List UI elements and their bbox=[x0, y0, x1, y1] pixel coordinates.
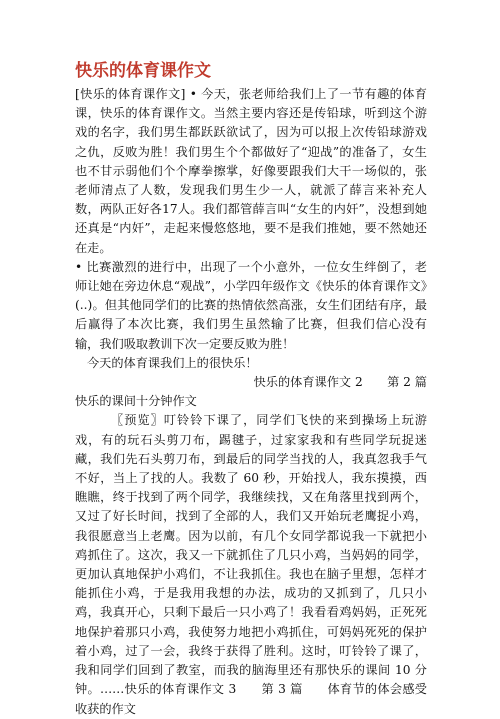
section2-subtitle: 快乐的课间十分钟作文 bbox=[75, 394, 197, 409]
essay1-paragraph-3: 今天的体育课我们上的很快乐！ bbox=[87, 355, 258, 370]
section2-header: 快乐的体育课作文 2 第 2 篇 bbox=[253, 375, 427, 390]
essay1-paragraph-2: • 比赛激烈的进行中，出现了一个小意外，一位女生绊倒了，老师让她在旁边休息“观战”，小学四年级作文《快乐的体育课作文》(..)。但其他同学们的比赛的热情依然高涨，女生们团结有序，最后赢得了本次比赛，我们男生虽然输了比赛，但我们信心没有输，我们吸取教训下次一定要反败为胜！ bbox=[75, 259, 427, 351]
document-page bbox=[75, 58, 427, 719]
essay1-paragraph-1: [快乐的体育课作文] • 今天，张老师给我们上了一节有趣的体育课，快乐的体育课作文。当然主要内容还是传铅球，听到这个游戏的名字，我们男生都跃跃欲试了，因为可以报上次传铅球游戏之仇，反败为胜！我们男生个个都做好了“迎战”的准备了，女生也不甘示弱他们个个摩拳擦掌，好像要跟我们大干一场似的，张老师清点了人数，发现我们男生少一人，就派了薛言来补充人数，两队正好各17人。我们都管薛言叫“女生的内奸”，没想到她还真是“内奸”，走起来慢悠悠地，要不是我们推她，要不然她还在走。 bbox=[75, 87, 427, 255]
essay2-paragraph-1: 〖预览〗叮铃铃下课了，同学们飞快的来到操场上玩游戏，有的玩石头剪刀布，踢毽子，过家家我和有些同学玩捉迷藏，我们先石头剪刀布，到最后的同学当找的人，我真忽我手气不好，当上了找的人。我数了 60 秒，开始找人，我东摸摸，西瞧瞧，终于找到了两个同学，我继续找，又在角落里找到两个，又过了好长时间，找到了全部的人，我们又开始玩老鹰捉小鸡，我很愿意当上老鹰。因为以前，有几个女同学都说我一下就把小鸡抓住了。这次，我又一下就抓住了几只小鸡，当妈妈的同学，更加认真地保护小鸡们，不让我抓住。我也在脑子里想，怎样才能抓住小鸡，于是我用我想的办法，成功的又抓到了，几只小鸡，我真开心，只剩下最后一只小鸡了！我看看鸡妈妈，正死死地保护着那只小鸡，我使努力地把小鸡抓住，可妈妈死死的保护着小鸡，过了一会，我终于获得了胜利。这时，叮铃铃了课了，我和同学们回到了教室，而我的脑海里还有那快乐的课间 10 分钟。……快乐的体育课作文 3 第 3 篇 体育节的体会感受收获的作文 bbox=[75, 413, 427, 716]
document-title: 快乐的体育课作文 bbox=[75, 61, 211, 81]
